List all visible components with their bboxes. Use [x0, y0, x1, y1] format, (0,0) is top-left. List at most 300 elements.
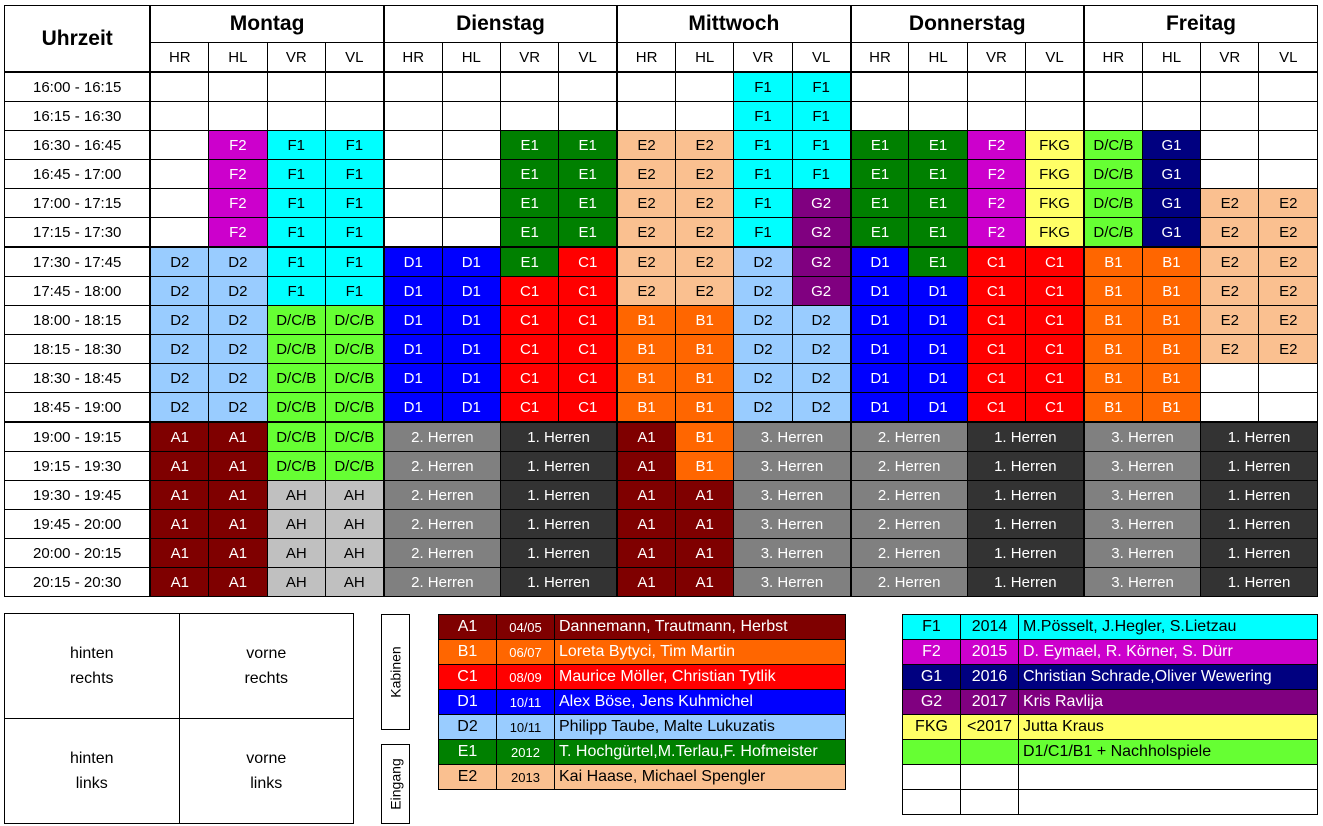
schedule-cell: E2: [676, 131, 734, 160]
schedule-cell: F1: [325, 218, 383, 248]
schedule-cell: [1201, 393, 1259, 423]
schedule-cell: A1: [209, 452, 267, 481]
schedule-cell: C1: [1026, 335, 1084, 364]
schedule-cell: D1: [442, 247, 500, 277]
schedule-cell: E1: [851, 131, 909, 160]
day-header-monday: Montag: [150, 6, 383, 43]
schedule-cell: 3. Herren: [1084, 422, 1201, 452]
schedule-cell: B1: [1084, 277, 1142, 306]
schedule-cell: A1: [209, 539, 267, 568]
legend-year: [961, 740, 1019, 765]
schedule-cell: E1: [559, 189, 617, 218]
legend-code: E2: [439, 765, 497, 790]
schedule-cell: [1142, 72, 1200, 102]
legend-row: [439, 615, 846, 640]
legend-row: [439, 715, 846, 740]
schedule-cell: E2: [1259, 277, 1318, 306]
time-slot: 16:15 - 16:30: [5, 102, 151, 131]
legend-code: [903, 765, 961, 790]
legend-names: Kai Haase, Michael Spengler: [555, 765, 846, 790]
schedule-cell: E2: [617, 189, 675, 218]
schedule-cell: E2: [1201, 277, 1259, 306]
schedule-cell: [384, 218, 442, 248]
position-header-monday-vl: VL: [325, 43, 383, 73]
schedule-cell: 3. Herren: [1084, 568, 1201, 597]
schedule-cell: A1: [209, 510, 267, 539]
schedule-cell: D/C/B: [267, 306, 325, 335]
schedule-cell: [150, 72, 208, 102]
schedule-cell: [150, 218, 208, 248]
time-slot: 18:30 - 18:45: [5, 364, 151, 393]
schedule-cell: D2: [792, 306, 850, 335]
schedule-cell: C1: [1026, 364, 1084, 393]
schedule-cell: E1: [559, 160, 617, 189]
schedule-cell: E2: [1259, 218, 1318, 248]
schedule-cell: 3. Herren: [734, 452, 851, 481]
schedule-cell: E2: [676, 277, 734, 306]
schedule-cell: F1: [267, 131, 325, 160]
schedule-cell: 2. Herren: [851, 510, 968, 539]
schedule-cell: D1: [909, 335, 967, 364]
eingang-label: Eingang: [381, 744, 410, 824]
schedule-cell: C1: [500, 335, 558, 364]
day-header-thursday: Donnerstag: [851, 6, 1084, 43]
legend-row: [439, 765, 846, 790]
schedule-cell: F1: [267, 160, 325, 189]
schedule-cell: FKG: [1026, 218, 1084, 248]
schedule-cell: 1. Herren: [1201, 481, 1318, 510]
schedule-cell: 1. Herren: [967, 510, 1084, 539]
schedule-cell: D1: [384, 306, 442, 335]
position-header-monday-hr: HR: [150, 43, 208, 73]
schedule-cell: A1: [676, 510, 734, 539]
schedule-cell: B1: [617, 364, 675, 393]
schedule-cell: 2. Herren: [384, 510, 501, 539]
time-slot: 17:15 - 17:30: [5, 218, 151, 248]
schedule-cell: 3. Herren: [734, 568, 851, 597]
schedule-cell: 1. Herren: [500, 481, 617, 510]
table-row: [5, 481, 1318, 510]
schedule-cell: E1: [909, 160, 967, 189]
schedule-cell: AH: [267, 568, 325, 597]
schedule-cell: F2: [209, 160, 267, 189]
legend-row: [439, 640, 846, 665]
schedule-cell: E1: [909, 189, 967, 218]
time-slot: 17:45 - 18:00: [5, 277, 151, 306]
legend-row: [903, 740, 1318, 765]
schedule-cell: D2: [150, 364, 208, 393]
schedule-cell: C1: [500, 306, 558, 335]
schedule-cell: [267, 72, 325, 102]
position-header-tuesday-hl: HL: [442, 43, 500, 73]
court-back-left: hinten links: [5, 719, 180, 824]
schedule-cell: C1: [559, 277, 617, 306]
schedule-cell: C1: [1026, 393, 1084, 423]
schedule-cell: [384, 160, 442, 189]
schedule-cell: D2: [209, 247, 267, 277]
schedule-cell: 2. Herren: [851, 422, 968, 452]
schedule-cell: F2: [967, 189, 1025, 218]
schedule-cell: F1: [734, 189, 792, 218]
schedule-cell: F1: [792, 102, 850, 131]
schedule-cell: [967, 72, 1025, 102]
schedule-cell: A1: [209, 568, 267, 597]
schedule-cell: C1: [559, 247, 617, 277]
time-slot: 18:15 - 18:30: [5, 335, 151, 364]
schedule-cell: C1: [500, 393, 558, 423]
schedule-cell: B1: [1142, 364, 1200, 393]
schedule-cell: E2: [1201, 218, 1259, 248]
schedule-cell: E2: [617, 218, 675, 248]
legend-row: [903, 615, 1318, 640]
schedule-cell: D2: [792, 364, 850, 393]
schedule-cell: [1259, 160, 1318, 189]
schedule-cell: 1. Herren: [1201, 568, 1318, 597]
schedule-cell: D/C/B: [1084, 131, 1142, 160]
schedule-cell: E1: [500, 218, 558, 248]
time-slot: 16:45 - 17:00: [5, 160, 151, 189]
schedule-cell: D/C/B: [1084, 218, 1142, 248]
schedule-cell: A1: [150, 568, 208, 597]
time-slot: 18:00 - 18:15: [5, 306, 151, 335]
schedule-cell: E1: [909, 131, 967, 160]
schedule-cell: G2: [792, 277, 850, 306]
schedule-cell: 3. Herren: [734, 510, 851, 539]
legend-year: 2012: [497, 740, 555, 765]
schedule-cell: C1: [559, 306, 617, 335]
schedule-cell: F1: [267, 247, 325, 277]
schedule-cell: D2: [150, 393, 208, 423]
schedule-cell: F1: [325, 131, 383, 160]
legend-names: Dannemann, Trautmann, Herbst: [555, 615, 846, 640]
legend-row: [903, 765, 1318, 790]
legend-year: 08/09: [497, 665, 555, 690]
schedule-cell: D/C/B: [325, 306, 383, 335]
schedule-cell: [384, 189, 442, 218]
day-header-row: [5, 6, 1318, 43]
schedule-cell: D2: [734, 247, 792, 277]
schedule-cell: F1: [792, 160, 850, 189]
schedule-cell: B1: [1142, 335, 1200, 364]
schedule-cell: 1. Herren: [1201, 452, 1318, 481]
schedule-cell: D2: [209, 393, 267, 423]
table-row: [5, 568, 1318, 597]
schedule-cell: C1: [967, 277, 1025, 306]
schedule-cell: D2: [209, 364, 267, 393]
legend-year: [961, 790, 1019, 815]
legend-year: 2014: [961, 615, 1019, 640]
legend-year: 10/11: [497, 715, 555, 740]
schedule-cell: B1: [1142, 306, 1200, 335]
schedule-cell: A1: [617, 510, 675, 539]
legend-code: F2: [903, 640, 961, 665]
schedule-cell: E2: [676, 189, 734, 218]
position-header-thursday-vr: VR: [967, 43, 1025, 73]
schedule-cell: D/C/B: [267, 393, 325, 423]
schedule-cell: F1: [792, 131, 850, 160]
legend-year: 2016: [961, 665, 1019, 690]
schedule-cell: D1: [909, 277, 967, 306]
table-row: [5, 393, 1318, 423]
schedule-cell: [442, 102, 500, 131]
schedule-cell: 1. Herren: [500, 452, 617, 481]
schedule-cell: 2. Herren: [851, 452, 968, 481]
position-header-wednesday-vl: VL: [792, 43, 850, 73]
schedule-cell: G2: [792, 189, 850, 218]
schedule-cell: B1: [617, 306, 675, 335]
schedule-cell: C1: [559, 364, 617, 393]
schedule-cell: [267, 102, 325, 131]
schedule-cell: D/C/B: [1084, 160, 1142, 189]
schedule-cell: F1: [267, 218, 325, 248]
schedule-cell: F1: [734, 131, 792, 160]
time-slot: 19:00 - 19:15: [5, 422, 151, 452]
schedule-cell: F1: [792, 72, 850, 102]
schedule-cell: B1: [1142, 277, 1200, 306]
schedule-cell: 2. Herren: [851, 568, 968, 597]
table-row: [5, 131, 1318, 160]
schedule-cell: D1: [851, 277, 909, 306]
table-row: [5, 218, 1318, 248]
schedule-cell: E1: [500, 131, 558, 160]
legend-year: 2017: [961, 690, 1019, 715]
legend-row: [903, 640, 1318, 665]
schedule-cell: [150, 102, 208, 131]
schedule-cell: E2: [617, 160, 675, 189]
legend-names: M.Pösselt, J.Hegler, S.Lietzau: [1019, 615, 1318, 640]
schedule-cell: A1: [150, 510, 208, 539]
schedule-cell: C1: [1026, 277, 1084, 306]
schedule-cell: 2. Herren: [384, 422, 501, 452]
schedule-cell: [209, 72, 267, 102]
legend-names: Kris Ravlija: [1019, 690, 1318, 715]
legend-code: E1: [439, 740, 497, 765]
schedule-cell: B1: [1084, 247, 1142, 277]
schedule-cell: F1: [325, 247, 383, 277]
schedule-cell: [1026, 102, 1084, 131]
schedule-cell: E2: [617, 277, 675, 306]
schedule-cell: E2: [676, 247, 734, 277]
schedule-cell: D1: [851, 247, 909, 277]
schedule-cell: D2: [734, 277, 792, 306]
legend-code: D1: [439, 690, 497, 715]
legend-row: [903, 790, 1318, 815]
table-row: [5, 247, 1318, 277]
position-header-wednesday-vr: VR: [734, 43, 792, 73]
schedule-cell: B1: [1084, 306, 1142, 335]
schedule-cell: [1201, 72, 1259, 102]
schedule-cell: AH: [267, 539, 325, 568]
legend-code: A1: [439, 615, 497, 640]
schedule-cell: F1: [734, 72, 792, 102]
schedule-cell: A1: [617, 422, 675, 452]
team-legend-left: [438, 614, 846, 790]
schedule-cell: C1: [967, 335, 1025, 364]
schedule-cell: F2: [967, 160, 1025, 189]
schedule-cell: C1: [500, 277, 558, 306]
kabinen-label: Kabinen: [381, 614, 410, 730]
time-slot: 20:00 - 20:15: [5, 539, 151, 568]
schedule-cell: 1. Herren: [967, 539, 1084, 568]
schedule-cell: B1: [676, 306, 734, 335]
schedule-cell: D/C/B: [267, 364, 325, 393]
schedule-cell: 3. Herren: [1084, 481, 1201, 510]
table-row: [5, 335, 1318, 364]
schedule-cell: D2: [734, 393, 792, 423]
schedule-cell: D2: [209, 277, 267, 306]
schedule-cell: AH: [325, 568, 383, 597]
schedule-cell: E1: [500, 160, 558, 189]
schedule-cell: [1201, 131, 1259, 160]
schedule-cell: G2: [792, 247, 850, 277]
schedule-cell: G1: [1142, 160, 1200, 189]
schedule-cell: [500, 72, 558, 102]
schedule-cell: D/C/B: [325, 335, 383, 364]
legend-names: Loreta Bytyci, Tim Martin: [555, 640, 846, 665]
court-front-right: vorne rechts: [179, 614, 354, 719]
time-slot: 19:15 - 19:30: [5, 452, 151, 481]
schedule-cell: [384, 131, 442, 160]
schedule-cell: 3. Herren: [1084, 539, 1201, 568]
table-row: [5, 189, 1318, 218]
schedule-cell: AH: [325, 510, 383, 539]
schedule-cell: D1: [851, 364, 909, 393]
legend-names: T. Hochgürtel,M.Terlau,F. Hofmeister: [555, 740, 846, 765]
schedule-cell: C1: [967, 247, 1025, 277]
schedule-cell: D2: [734, 306, 792, 335]
schedule-cell: D2: [150, 277, 208, 306]
schedule-cell: E1: [500, 189, 558, 218]
position-header-monday-hl: HL: [209, 43, 267, 73]
schedule-cell: D/C/B: [267, 452, 325, 481]
training-schedule-table: [4, 5, 1318, 597]
schedule-cell: D1: [442, 364, 500, 393]
schedule-cell: [150, 160, 208, 189]
table-row: [5, 72, 1318, 102]
schedule-cell: E1: [851, 218, 909, 248]
legend-names: D1/C1/B1 + Nachholspiele: [1019, 740, 1318, 765]
legend-code: [903, 740, 961, 765]
schedule-cell: [500, 102, 558, 131]
legend-names: [1019, 765, 1318, 790]
schedule-cell: A1: [676, 568, 734, 597]
schedule-cell: AH: [325, 539, 383, 568]
schedule-cell: F2: [209, 131, 267, 160]
schedule-cell: 2. Herren: [384, 568, 501, 597]
court-front-left: vorne links: [179, 719, 354, 824]
table-row: [5, 539, 1318, 568]
schedule-cell: D/C/B: [325, 393, 383, 423]
schedule-cell: D1: [851, 393, 909, 423]
schedule-cell: E2: [1259, 189, 1318, 218]
schedule-cell: B1: [1084, 393, 1142, 423]
position-header-wednesday-hr: HR: [617, 43, 675, 73]
schedule-cell: 1. Herren: [500, 539, 617, 568]
schedule-cell: G2: [792, 218, 850, 248]
schedule-cell: D1: [384, 277, 442, 306]
schedule-cell: F1: [267, 277, 325, 306]
team-legend-right: [902, 614, 1318, 815]
schedule-cell: C1: [1026, 247, 1084, 277]
schedule-cell: AH: [325, 481, 383, 510]
schedule-cell: A1: [617, 568, 675, 597]
position-header-tuesday-vl: VL: [559, 43, 617, 73]
table-row: [5, 306, 1318, 335]
schedule-cell: 1. Herren: [1201, 422, 1318, 452]
schedule-cell: F2: [209, 189, 267, 218]
schedule-cell: D1: [442, 393, 500, 423]
legend-names: Philipp Taube, Malte Lukuzatis: [555, 715, 846, 740]
schedule-cell: C1: [967, 393, 1025, 423]
schedule-cell: [1259, 131, 1318, 160]
schedule-cell: A1: [676, 481, 734, 510]
legend-row: [903, 690, 1318, 715]
schedule-cell: 2. Herren: [851, 539, 968, 568]
legend-year: [961, 765, 1019, 790]
schedule-cell: A1: [150, 422, 208, 452]
schedule-cell: D1: [851, 335, 909, 364]
schedule-cell: 2. Herren: [384, 539, 501, 568]
schedule-cell: AH: [267, 481, 325, 510]
schedule-cell: E1: [851, 189, 909, 218]
schedule-cell: F1: [267, 189, 325, 218]
schedule-cell: [1201, 364, 1259, 393]
table-row: [5, 160, 1318, 189]
legend-row: [903, 715, 1318, 740]
schedule-cell: D/C/B: [325, 364, 383, 393]
schedule-cell: [384, 102, 442, 131]
schedule-cell: E1: [500, 247, 558, 277]
position-header-friday-hl: HL: [1142, 43, 1200, 73]
position-header-tuesday-hr: HR: [384, 43, 442, 73]
legend-names: Jutta Kraus: [1019, 715, 1318, 740]
position-header-friday-vl: VL: [1259, 43, 1318, 73]
schedule-cell: D1: [442, 335, 500, 364]
table-row: [5, 277, 1318, 306]
legend-year: <2017: [961, 715, 1019, 740]
schedule-cell: D2: [792, 335, 850, 364]
legend-year: 2013: [497, 765, 555, 790]
position-header-wednesday-hl: HL: [676, 43, 734, 73]
schedule-cell: E2: [1201, 306, 1259, 335]
schedule-cell: F2: [967, 131, 1025, 160]
schedule-cell: 1. Herren: [500, 422, 617, 452]
legend-code: FKG: [903, 715, 961, 740]
schedule-cell: [909, 102, 967, 131]
legend-year: 10/11: [497, 690, 555, 715]
table-row: [5, 510, 1318, 539]
schedule-cell: [325, 72, 383, 102]
schedule-cell: C1: [500, 364, 558, 393]
schedule-cell: E1: [559, 131, 617, 160]
schedule-cell: D/C/B: [325, 452, 383, 481]
schedule-cell: [442, 189, 500, 218]
schedule-cell: D/C/B: [267, 335, 325, 364]
schedule-cell: 1. Herren: [500, 568, 617, 597]
schedule-cell: F1: [734, 102, 792, 131]
schedule-cell: 3. Herren: [734, 539, 851, 568]
schedule-cell: [1259, 72, 1318, 102]
schedule-cell: C1: [1026, 306, 1084, 335]
schedule-cell: B1: [676, 393, 734, 423]
schedule-cell: [442, 72, 500, 102]
schedule-cell: D1: [384, 364, 442, 393]
schedule-cell: [676, 72, 734, 102]
schedule-cell: [150, 131, 208, 160]
schedule-cell: E1: [909, 218, 967, 248]
schedule-cell: [1026, 72, 1084, 102]
schedule-cell: E2: [676, 218, 734, 248]
